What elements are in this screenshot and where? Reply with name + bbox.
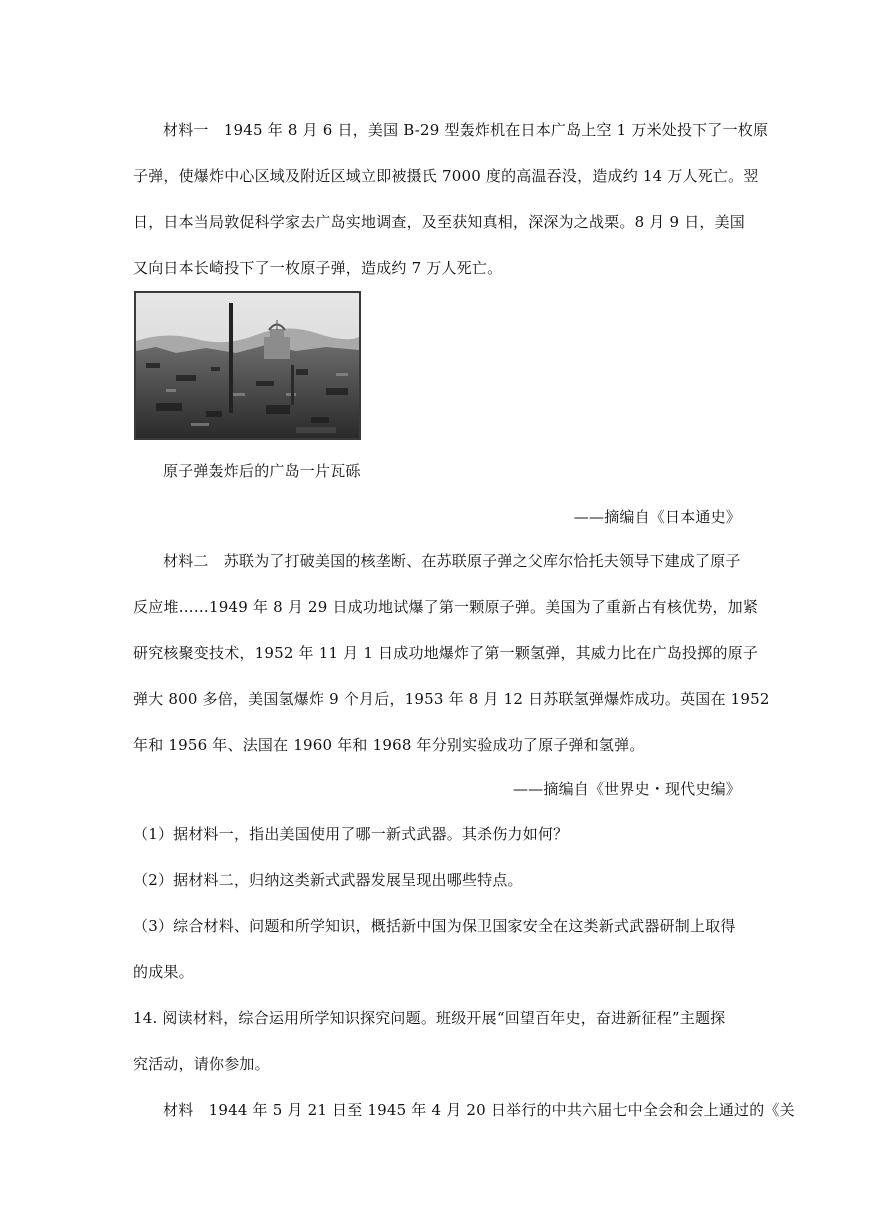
photo-caption: 原子弹轰炸后的广岛一片瓦砾 [163, 462, 361, 480]
material1-line-4: 又向日本长崎投下了一枚原子弹，造成约 7 万人死亡。 [133, 259, 503, 277]
material2-line-2: 反应堆……1949 年 8 月 29 日成功地试爆了第一颗原子弹。美国为了重新占有核优势，加紧 [133, 598, 759, 616]
question-1: （1）据材料一，指出美国使用了哪一新式武器。其杀伤力如何？ [133, 825, 569, 843]
hiroshima-ruins-photo [134, 291, 361, 440]
material1-line-1: 材料一 1945 年 8 月 6 日，美国 B-29 型轰炸机在日本广岛上空 1 万米处投下了一枚原 [163, 121, 769, 139]
question-3-line-1: （3）综合材料、问题和所学知识，概括新中国为保卫国家安全在这类新式武器研制上取得 [133, 917, 736, 935]
material1-line-3: 日，日本当局敦促科学家去广岛实地调查，及至获知真相，深深为之战栗。8 月 9 日，美国 [133, 213, 745, 231]
question-3-line-2: 的成果。 [133, 963, 194, 981]
material2-line-1: 材料二 苏联为了打破美国的核垄断、在苏联原子弹之父库尔恰托夫领导下建成了原子 [163, 552, 741, 570]
material1-source: ——摘编自《日本通史》 [573, 508, 741, 526]
material2-line-5: 年和 1956 年、法国在 1960 年和 1968 年分别实验成功了原子弹和氢弹。 [133, 736, 645, 754]
q14-material: 材料 1944 年 5 月 21 日至 1945 年 4 月 20 日举行的中共六届七中全会和会上通过的《关 [163, 1101, 795, 1119]
material2-source: ——摘编自《世界史・现代史编》 [512, 780, 741, 798]
material2-line-3: 研究核聚变技术，1952 年 11 月 1 日成功地爆炸了第一颗氢弹，其威力比在广岛投掷的原子 [133, 644, 759, 662]
question-2: （2）据材料二，归纳这类新式武器发展呈现出哪些特点。 [133, 871, 523, 889]
q14-line-2: 究活动，请你参加。 [133, 1055, 270, 1073]
material2-line-4: 弹大 800 多倍，美国氢爆炸 9 个月后，1953 年 8 月 12 日苏联氢弹爆炸成功。英国在 1952 [133, 690, 770, 708]
material1-line-2: 子弹，使爆炸中心区域及附近区域立即被摄氏 7000 度的高温吞没，造成约 14 万人死亡。翌 [133, 167, 759, 185]
q14-line-1: 14. 阅读材料，综合运用所学知识探究问题。班级开展“回望百年史，奋进新征程”主题探 [133, 1009, 726, 1027]
